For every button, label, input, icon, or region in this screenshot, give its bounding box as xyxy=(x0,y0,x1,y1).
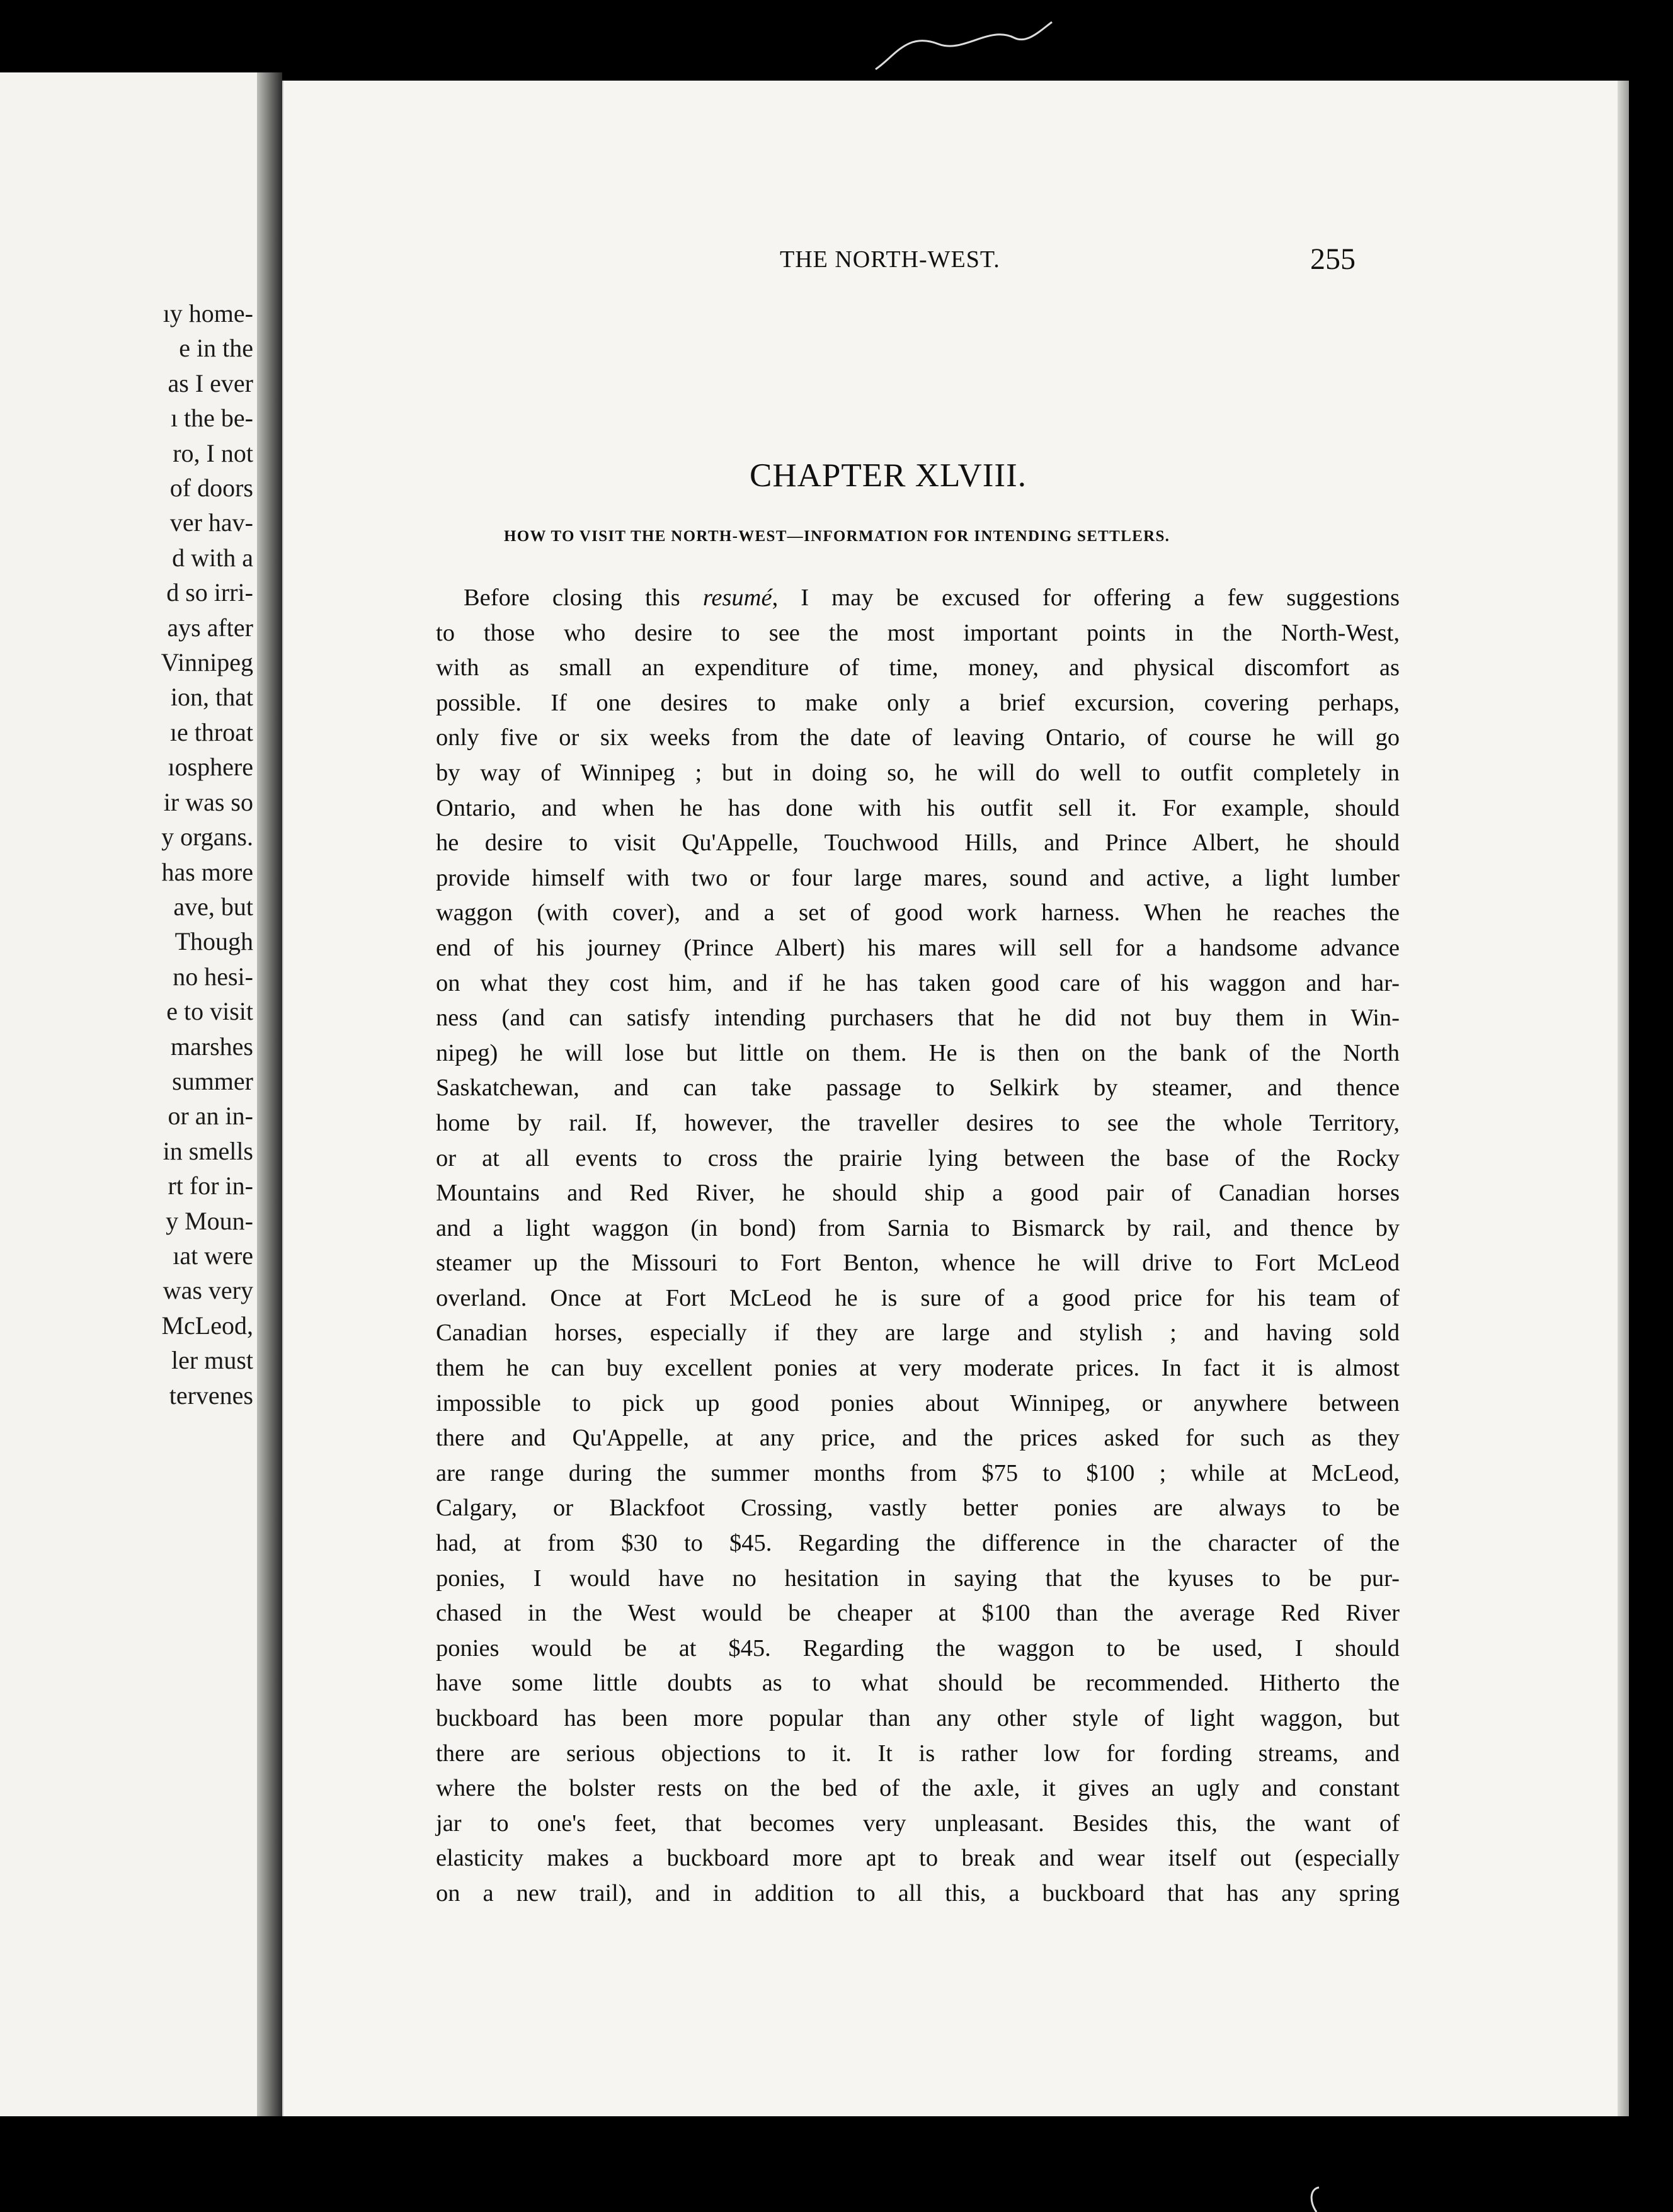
body-line: waggon (with cover), and a set of good work harness. When he reaches the xyxy=(436,899,1400,926)
body-line: nipeg) he will lose but little on them. He is then on the bank of the North xyxy=(436,1039,1400,1066)
body-line: possible. If one desires to make only a brief excursion, covering perhaps, xyxy=(436,689,1400,716)
left-page-line: y organs. xyxy=(161,823,253,852)
left-page-line: ave, but xyxy=(173,892,253,921)
body-line: end of his journey (Prince Albert) his mares will sell for a handsome advance xyxy=(436,934,1400,961)
left-page-line: ro, I not xyxy=(173,438,253,467)
page-number: 255 xyxy=(1310,242,1356,276)
body-line: Calgary, or Blackfoot Crossing, vastly better ponies are always to be xyxy=(436,1495,1400,1522)
body-text xyxy=(436,581,1400,1912)
book-gutter xyxy=(257,72,282,2116)
left-page-line: as I ever xyxy=(168,368,253,397)
pen-mark-scribble xyxy=(869,19,1058,76)
left-page-line: ıe throat xyxy=(169,717,253,746)
body-line: Ontario, and when he has done with his outfit sell it. For example, should xyxy=(436,794,1400,821)
body-line: jar to one's feet, that becomes very unpleasant. Besides this, the want of xyxy=(436,1810,1400,1837)
body-line: ponies would be at $45. Regarding the waggon to be used, I should xyxy=(436,1634,1400,1662)
left-page-line: e in the xyxy=(179,334,253,363)
body-line: to those who desire to see the most important points in the North-West, xyxy=(436,619,1400,646)
left-page-line: tervenes xyxy=(169,1381,253,1410)
left-page-line: Though xyxy=(174,927,253,956)
body-line: elasticity makes a buckboard more apt to break and wear itself out (especially xyxy=(436,1845,1400,1872)
left-page-line: y Moun- xyxy=(166,1206,253,1235)
body-line: on a new trail), and in addition to all this, a buckboard that has any spring xyxy=(436,1879,1400,1907)
left-page-text xyxy=(1,296,253,1413)
scan-artifact-mark xyxy=(1304,2176,1329,2212)
left-page-line: no hesi- xyxy=(173,962,253,991)
left-page-line: ler must xyxy=(171,1346,253,1375)
body-line: ponies, I would have no hesitation in saying that the kyuses to be pur- xyxy=(436,1565,1400,1592)
left-page-line: ıosphere xyxy=(168,753,253,782)
left-page-line: ir was so xyxy=(163,787,253,816)
body-line: he desire to visit Qu'Appelle, Touchwood Hills, and Prince Albert, he should xyxy=(436,830,1400,857)
body-line: ness (and can satisfy intending purchasers that he did not buy them in Win- xyxy=(436,1005,1400,1032)
left-page-line: ver hav- xyxy=(169,508,253,537)
body-line: on what they cost him, and if he has taken good care of his waggon and har- xyxy=(436,969,1400,996)
body-line: them he can buy excellent ponies at very moderate prices. In fact it is almost xyxy=(436,1355,1400,1382)
left-page-fragment xyxy=(0,72,257,2116)
body-line: and a light waggon (in bond) from Sarnia to Bismarck by rail, and thence by xyxy=(436,1214,1400,1241)
body-line: with as small an expenditure of time, money, and physical discomfort as xyxy=(436,654,1400,681)
left-page-line: ıat were xyxy=(173,1241,253,1270)
body-line: impossible to pick up good ponies about Winnipeg, or anywhere between xyxy=(436,1389,1400,1417)
body-line: Mountains and Red River, he should ship a good pair of Canadian horses xyxy=(436,1180,1400,1207)
body-line: had, at from $30 to $45. Regarding the difference in the character of the xyxy=(436,1530,1400,1557)
body-line: Saskatchewan, and can take passage to Selkirk by steamer, and thence xyxy=(436,1075,1400,1102)
left-page-line: summer xyxy=(172,1066,253,1095)
left-page-line: Vinnipeg xyxy=(161,648,253,677)
chapter-subtitle: HOW TO VISIT THE NORTH-WEST—INFORMATION FOR INTENDING SETTLERS. xyxy=(504,528,1170,545)
body-line: steamer up the Missouri to Fort Benton, whence he will drive to Fort McLeod xyxy=(436,1250,1400,1277)
body-line: buckboard has been more popular than any other style of light waggon, but xyxy=(436,1705,1400,1731)
body-line: home by rail. If, however, the traveller desires to see the whole Territory, xyxy=(436,1109,1400,1136)
left-page-line: in smells xyxy=(163,1136,253,1165)
left-page-line: of doors xyxy=(169,474,253,503)
left-page-line: McLeod, xyxy=(161,1311,253,1340)
left-page-line: ion, that xyxy=(170,683,253,712)
body-line: Before closing this resumé, I may be excused for offering a few suggestions xyxy=(464,584,1400,611)
body-line: or at all events to cross the prairie lying between the base of the Rocky xyxy=(436,1144,1400,1172)
body-line: chased in the West would be cheaper at $100 than the average Red River xyxy=(436,1600,1400,1627)
body-line: only five or six weeks from the date of leaving Ontario, of course he will go xyxy=(436,724,1400,751)
left-page-line: d so irri- xyxy=(166,578,253,607)
left-page-line: e to visit xyxy=(166,997,253,1026)
left-page-line: marshes xyxy=(170,1032,253,1061)
left-page-line: ays after xyxy=(167,613,253,642)
left-page-line: or an in- xyxy=(168,1102,253,1131)
body-line: have some little doubts as to what should be recommended. Hitherto the xyxy=(436,1670,1400,1697)
body-line: there and Qu'Appelle, at any price, and the prices asked for such as they xyxy=(436,1425,1400,1452)
running-head: THE NORTH-WEST. xyxy=(780,246,1000,273)
left-page-line: was very xyxy=(163,1276,253,1305)
body-line: Canadian horses, especially if they are large and stylish ; and having sold xyxy=(436,1320,1400,1347)
body-line: are range during the summer months from $75 to $100 ; while at McLeod, xyxy=(436,1459,1400,1486)
left-page-line: ı the be- xyxy=(170,404,253,433)
body-line: where the bolster rests on the bed of the axle, it gives an ugly and constant xyxy=(436,1775,1400,1802)
body-line: by way of Winnipeg ; but in doing so, he will do well to outfit completely in xyxy=(436,759,1400,786)
body-line: there are serious objections to it. It is rather low for fording streams, and xyxy=(436,1740,1400,1767)
left-page-line: d with a xyxy=(172,543,253,572)
body-line: provide himself with two or four large mares, sound and active, a light lumber xyxy=(436,864,1400,891)
body-line: overland. Once at Fort McLeod he is sure of a good price for his team of xyxy=(436,1284,1400,1311)
left-page-line: ıy home- xyxy=(163,299,253,328)
chapter-title: CHAPTER XLVIII. xyxy=(750,457,1027,494)
left-page-line: has more xyxy=(161,857,253,886)
left-page-line: rt for in- xyxy=(168,1172,253,1200)
page-edge xyxy=(1618,81,1629,2116)
